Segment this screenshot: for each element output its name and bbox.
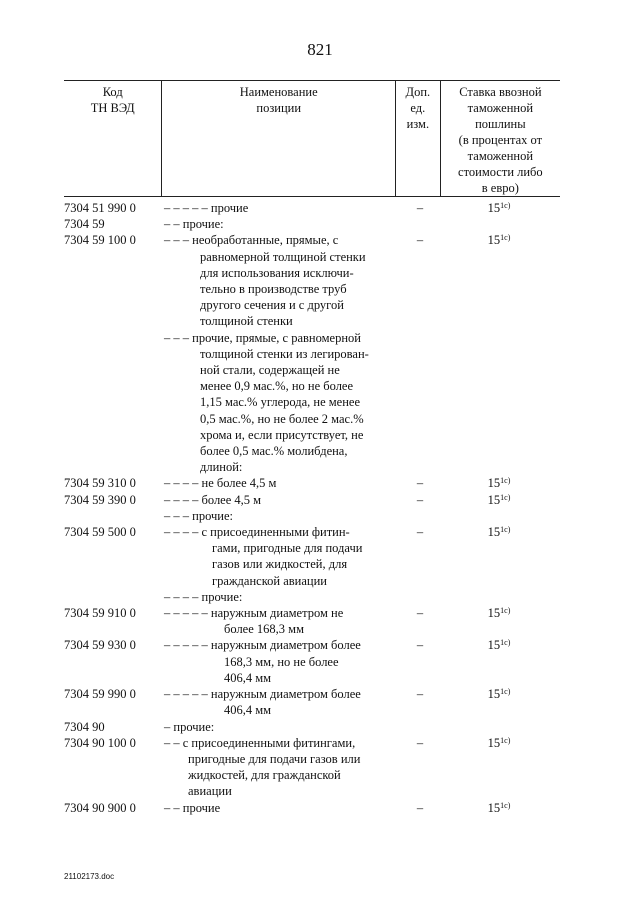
position-name-line: с присоединенными фитин- bbox=[201, 525, 350, 540]
header-name-line: Наименование bbox=[239, 85, 318, 99]
position-name-line: гами, пригодные для подачи bbox=[212, 541, 363, 556]
position-name-line: авиации bbox=[188, 784, 232, 799]
unit-value: – bbox=[416, 606, 424, 621]
table-row bbox=[64, 735, 560, 800]
table-row bbox=[64, 686, 560, 718]
table-row bbox=[64, 232, 560, 329]
level-dashes: – bbox=[164, 719, 171, 734]
position-name bbox=[164, 637, 402, 686]
duty-rate bbox=[438, 524, 560, 540]
position-name-line: прочие: bbox=[201, 589, 243, 604]
duty-rate bbox=[438, 637, 560, 653]
header-rate bbox=[440, 81, 560, 196]
position-name-line: наружным диаметром не bbox=[210, 606, 344, 621]
document-filename: 21102173.doc bbox=[64, 872, 115, 881]
position-name-line: 0,5 мас.%, но не более 2 мас.% bbox=[200, 411, 364, 426]
position-name-line: наружным диаметром более bbox=[210, 638, 361, 653]
level-dashes: – – – – – bbox=[164, 201, 208, 215]
unit-value: – bbox=[416, 735, 424, 750]
position-name-line: более 4,5 м bbox=[201, 492, 262, 507]
table-row bbox=[64, 589, 560, 605]
table-row bbox=[64, 200, 560, 216]
position-name bbox=[164, 605, 402, 637]
level-dashes: – – – – bbox=[164, 525, 199, 540]
header-code-line: Код bbox=[102, 85, 123, 99]
header-code bbox=[64, 81, 161, 196]
position-name-line: прочие: bbox=[182, 217, 224, 232]
position-name-line: толщиной стенки bbox=[200, 314, 293, 329]
table-body bbox=[64, 200, 560, 816]
tariff-code: 7304 59 930 0 bbox=[64, 638, 136, 653]
table-row bbox=[64, 605, 560, 637]
tariff-code: 7304 59 910 0 bbox=[64, 606, 136, 621]
duty-rate-footnote: 1с) bbox=[500, 735, 511, 745]
tariff-table bbox=[64, 80, 560, 816]
header-rate-line: таможенной bbox=[467, 149, 534, 163]
table-row bbox=[64, 330, 560, 476]
header-rate-line: пошлины bbox=[475, 117, 526, 131]
table-row bbox=[64, 524, 560, 589]
position-name-line: для использования исключи- bbox=[200, 265, 354, 280]
duty-rate-value: 15 bbox=[487, 201, 501, 215]
position-name-line: прочие: bbox=[173, 719, 215, 734]
duty-rate bbox=[438, 605, 560, 621]
tariff-code: 7304 51 990 0 bbox=[64, 201, 136, 215]
duty-rate-value: 15 bbox=[487, 476, 501, 491]
table-header bbox=[64, 81, 560, 196]
tariff-code: 7304 59 100 0 bbox=[64, 233, 136, 248]
duty-rate-value: 15 bbox=[487, 638, 501, 653]
page-number: 821 bbox=[307, 40, 333, 59]
duty-rate bbox=[438, 735, 560, 751]
position-name bbox=[164, 800, 402, 816]
duty-rate-value: 15 bbox=[487, 492, 501, 507]
tariff-code: 7304 59 500 0 bbox=[64, 525, 136, 540]
position-name-line: наружным диаметром более bbox=[210, 687, 361, 702]
unit-value: – bbox=[416, 201, 424, 215]
duty-rate-footnote: 1с) bbox=[500, 606, 511, 616]
header-unit bbox=[395, 81, 440, 196]
tariff-code: 7304 59 310 0 bbox=[64, 476, 136, 491]
unit-value: – bbox=[416, 476, 424, 491]
position-name bbox=[164, 508, 402, 524]
unit-value: – bbox=[416, 525, 424, 540]
duty-rate-value: 15 bbox=[487, 735, 501, 750]
duty-rate bbox=[438, 686, 560, 702]
position-name-line: гражданской авиации bbox=[212, 573, 327, 588]
table-header-rule bbox=[64, 196, 560, 197]
table-row bbox=[64, 508, 560, 524]
header-code-line: ТН ВЭД bbox=[90, 101, 135, 115]
duty-rate-value: 15 bbox=[487, 687, 501, 702]
position-name-line: более 168,3 мм bbox=[224, 622, 304, 637]
position-name-line: жидкостей, для гражданской bbox=[188, 768, 341, 783]
position-name-line: прочие: bbox=[192, 508, 233, 523]
position-name-line: ной стали, содержащей не bbox=[200, 363, 340, 378]
header-name-line: позиции bbox=[256, 101, 302, 115]
duty-rate-footnote: 1с) bbox=[500, 201, 511, 210]
duty-rate bbox=[438, 200, 560, 216]
table-row bbox=[64, 719, 560, 735]
position-name-line: 406,4 мм bbox=[224, 703, 272, 718]
level-dashes: – – bbox=[164, 800, 180, 815]
position-name-line: необработанные, прямые, с bbox=[192, 233, 339, 248]
duty-rate bbox=[438, 492, 560, 508]
position-name-line: хрома и, если присутствует, не bbox=[200, 427, 364, 442]
position-name bbox=[164, 200, 402, 216]
level-dashes: – – – – – bbox=[164, 638, 208, 653]
level-dashes: – – – bbox=[164, 330, 189, 345]
tariff-code: 7304 59 bbox=[64, 217, 105, 232]
duty-rate bbox=[438, 232, 560, 248]
table-row bbox=[64, 637, 560, 686]
level-dashes: – – – – bbox=[164, 492, 199, 507]
duty-rate-value: 15 bbox=[487, 606, 501, 621]
position-name bbox=[164, 686, 402, 718]
position-name-line: газов или жидкостей, для bbox=[212, 557, 348, 572]
duty-rate bbox=[438, 475, 560, 491]
level-dashes: – – bbox=[164, 735, 180, 750]
unit-value: – bbox=[416, 233, 424, 248]
position-name-line: 1,15 мас.% углерода, не менее bbox=[200, 395, 361, 410]
position-name bbox=[164, 589, 402, 605]
unit-value: – bbox=[416, 800, 424, 815]
position-name-line: равномерной толщиной стенки bbox=[200, 249, 366, 264]
table-row bbox=[64, 492, 560, 508]
header-unit-line: Доп. bbox=[405, 85, 431, 99]
duty-rate-footnote: 1с) bbox=[500, 525, 511, 535]
position-name-line: прочие, прямые, с равномерной bbox=[192, 330, 361, 345]
header-unit-line: изм. bbox=[406, 117, 430, 131]
unit-value: – bbox=[416, 687, 424, 702]
position-name bbox=[164, 719, 402, 735]
position-name bbox=[164, 216, 402, 232]
position-name bbox=[164, 330, 402, 476]
duty-rate-footnote: 1с) bbox=[500, 476, 511, 486]
level-dashes: – – – – – bbox=[164, 606, 208, 621]
position-name-line: не более 4,5 м bbox=[201, 476, 277, 491]
position-name-line: пригодные для подачи газов или bbox=[188, 751, 361, 766]
duty-rate-footnote: 1с) bbox=[500, 233, 511, 243]
duty-rate-value: 15 bbox=[487, 233, 501, 248]
header-rate-line: (в процентах от bbox=[458, 133, 543, 147]
duty-rate-value: 15 bbox=[487, 525, 501, 540]
position-name-line: другого сечения и с другой bbox=[200, 298, 344, 313]
duty-rate-footnote: 1с) bbox=[500, 687, 511, 697]
duty-rate bbox=[438, 800, 560, 816]
level-dashes: – – – – – bbox=[164, 687, 208, 702]
position-name-line: толщиной стенки из легирован- bbox=[200, 346, 369, 361]
header-rate-line: в евро) bbox=[481, 181, 519, 195]
table-row bbox=[64, 800, 560, 816]
unit-value: – bbox=[416, 492, 424, 507]
unit-value: – bbox=[416, 638, 424, 653]
position-name-line: прочие bbox=[210, 201, 249, 215]
level-dashes: – – – – bbox=[164, 589, 199, 604]
position-name bbox=[164, 492, 402, 508]
level-dashes: – – – – bbox=[164, 476, 199, 491]
tariff-code: 7304 59 390 0 bbox=[64, 492, 136, 507]
header-rate-line: стоимости либо bbox=[458, 165, 543, 179]
tariff-code: 7304 59 990 0 bbox=[64, 687, 136, 702]
header-rate-line: Ставка ввозной bbox=[459, 85, 542, 99]
duty-rate-value: 15 bbox=[487, 800, 501, 815]
position-name-line: более 0,5 мас.% молибдена, bbox=[200, 444, 348, 459]
level-dashes: – – – bbox=[164, 233, 189, 248]
level-dashes: – – bbox=[164, 217, 180, 232]
position-name-line: 406,4 мм bbox=[224, 670, 272, 685]
position-name-line: тельно в производстве труб bbox=[200, 282, 347, 297]
duty-rate-footnote: 1с) bbox=[500, 492, 511, 502]
table-row bbox=[64, 475, 560, 491]
tariff-code: 7304 90 bbox=[64, 719, 105, 734]
position-name bbox=[164, 475, 402, 491]
header-rate-line: таможенной bbox=[467, 101, 534, 115]
position-name-line: с присоединенными фитингами, bbox=[182, 735, 356, 750]
position-name-line: 168,3 мм, но не более bbox=[224, 654, 339, 669]
position-name bbox=[164, 735, 402, 800]
position-name bbox=[164, 232, 402, 329]
position-name-line: менее 0,9 мас.%, но не более bbox=[200, 379, 354, 394]
header-unit-line: ед. bbox=[410, 101, 426, 115]
tariff-code: 7304 90 100 0 bbox=[64, 735, 136, 750]
duty-rate-footnote: 1с) bbox=[500, 638, 511, 648]
position-name bbox=[164, 524, 402, 589]
header-name bbox=[161, 81, 395, 196]
level-dashes: – – – bbox=[164, 508, 189, 523]
table-row bbox=[64, 216, 560, 232]
position-name-line: прочие bbox=[182, 800, 221, 815]
duty-rate-footnote: 1с) bbox=[500, 800, 511, 810]
position-name-line: длиной: bbox=[200, 460, 243, 475]
tariff-code: 7304 90 900 0 bbox=[64, 800, 136, 815]
